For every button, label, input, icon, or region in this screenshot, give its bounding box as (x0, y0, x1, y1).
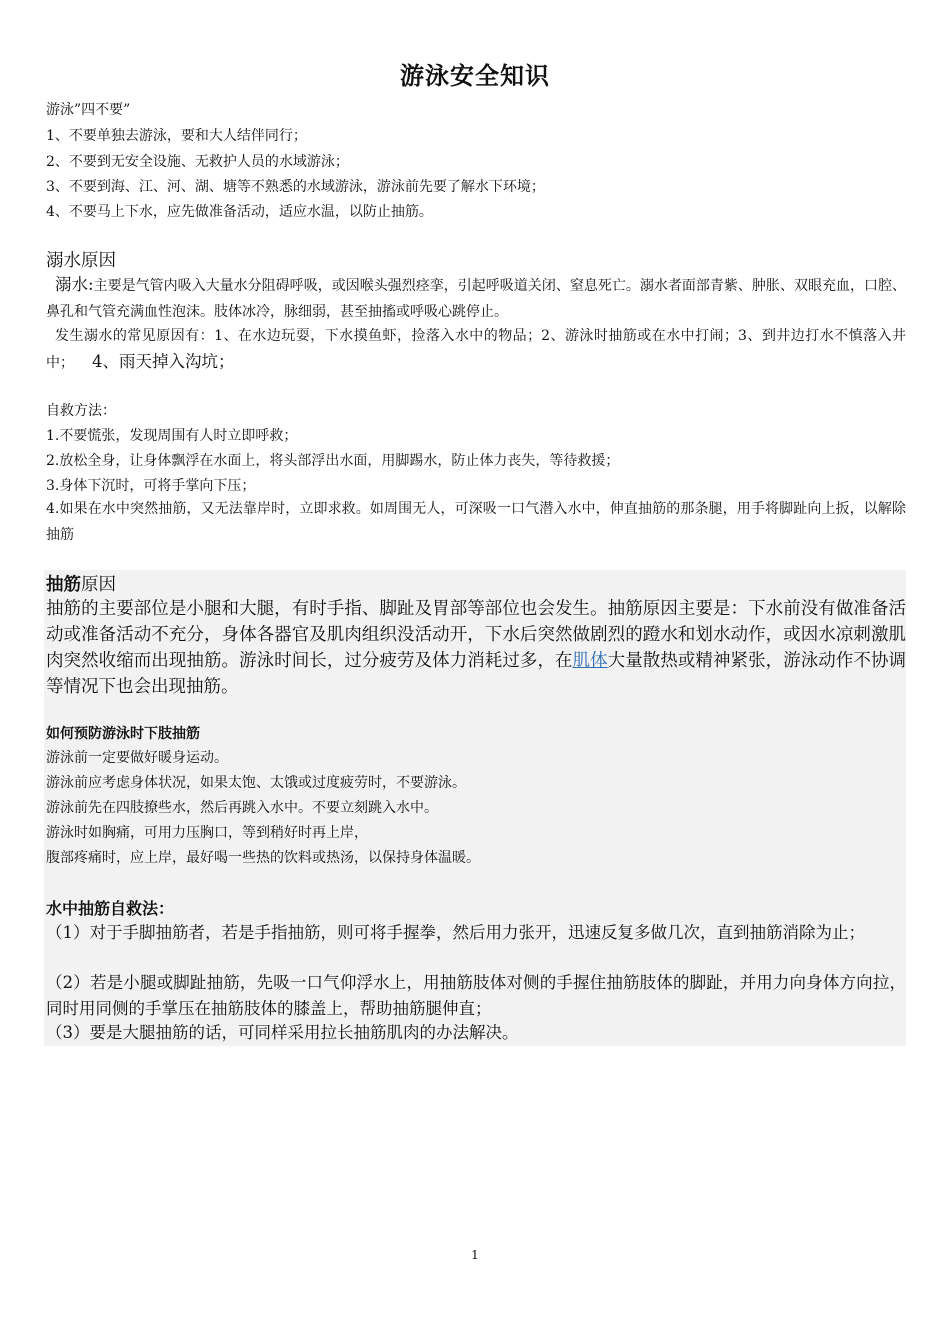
cramp-text-after: 大量散热或精神紧张，游泳动作不协调等情况下也会出现抽筋。 (46, 651, 907, 697)
self-rescue-heading: 自救方法： (46, 403, 116, 419)
list-item: 游泳前先在四肢撩些水，然后再跳入水中。不要立刻跳入水中。 (46, 800, 438, 816)
drowning-heading: 溺水原因 (46, 251, 116, 271)
list-item: 1.不要慌张，发现周围有人时立即呼救； (46, 428, 298, 444)
list-item: 腹部疼痛时，应上岸，最好喝一些热的饮料或热汤，以保持身体温暖。 (46, 850, 480, 866)
list-item: 3、不要到海、江、河、湖、塘等不熟悉的水域游泳，游泳前先要了解水下环境； (46, 179, 545, 195)
list-item: 2、不要到无安全设施、无救护人员的水域游泳； (46, 154, 349, 170)
list-item: 游泳前一定要做好暖身运动。 (46, 750, 228, 766)
page-number: 1 (471, 1248, 479, 1262)
list-item: （1）对于手脚抽筋者，若是手指抽筋，则可将手握拳，然后用力张开，迅速反复多做几次，直到抽筋消除为止； (46, 923, 865, 942)
drowning-definition (46, 272, 906, 325)
list-item: 4.如果在水中突然抽筋，又无法靠岸时，立即求救。如周围无人，可深吸一口气潜入水中，伸直抽筋的那条腿，用手将脚趾向上扳，以解除抽筋 (46, 501, 906, 543)
cramp-heading-bold: 抽筋 (46, 575, 81, 595)
drowning-causes-extra: 4、雨天掉入沟坑； (92, 352, 235, 371)
four-donts-heading: 游泳”四不要” (46, 102, 131, 118)
prevention-heading: 如何预防游泳时下肢抽筋 (46, 726, 200, 742)
list-item: 1、不要单独去游泳，要和大人结伴同行； (46, 128, 307, 144)
drowning-definition-text: 主要是气管内吸入大量水分阻碍呼吸，或因喉头强烈痉挛，引起呼吸道关闭、窒息死亡。溺水者面部青紫、肿胀、双眼充血，口腔、鼻孔和气管充满血性泡沫。肢体冰冷，脉细弱，甚至抽搐或呼吸心跳停止。 (46, 278, 906, 320)
list-item: 2.放松全身，让身体飘浮在水面上，将头部浮出水面，用脚踢水，防止体力丧失，等待救援； (46, 453, 620, 469)
drowning-causes (46, 323, 906, 376)
list-item: （3）要是大腿抽筋的话，可同样采用拉长抽筋肌肉的办法解决。 (46, 1023, 519, 1042)
list-item: 4、不要马上下水，应先做准备活动，适应水温，以防止抽筋。 (46, 204, 433, 220)
drowning-causes-text: 发生溺水的常见原因有：1、在水边玩耍，下水摸鱼虾，捡落入水中的物品；2、游泳时抽筋或在水中打闹；3、到井边打水不慎落入井中； (46, 328, 906, 371)
page-title: 游泳安全知识 (400, 62, 550, 90)
list-item: （2）若是小腿或脚趾抽筋，先吸一口气仰浮水上，用抽筋肢体对侧的手握住抽筋肢体的脚趾，并用力向身体方向拉，同时用同侧的手掌压在抽筋肢体的膝盖上，帮助抽筋腿伸直； (46, 973, 906, 1018)
cramp-heading-rest: 原因 (81, 575, 116, 595)
list-item: 3.身体下沉时，可将手掌向下压； (46, 478, 256, 494)
drowning-label: 溺水: (55, 275, 94, 294)
list-item: 游泳时如胸痛，可用力压胸口，等到稍好时再上岸， (46, 825, 368, 841)
cramp-paragraph (46, 596, 906, 700)
list-item: 游泳前应考虑身体状况，如果太饱、太饿或过度疲劳时，不要游泳。 (46, 775, 466, 791)
muscle-link[interactable]: 肌体 (572, 651, 608, 671)
water-cramp-heading: 水中抽筋自救法： (46, 899, 175, 918)
cramp-text-before: 抽筋的主要部位是小腿和大腿，有时手指、脚趾及胃部等部位也会发生。抽筋原因主要是：下水前没有做准备活动或准备活动不充分，身体各器官及肌肉组织没活动开，下水后突然做剧烈的蹬水和划水动作，或因水凉刺激肌肉突然收缩而出现抽筋。游泳时间长，过分疲劳及体力消耗过多，在 (46, 599, 906, 671)
cramp-heading (46, 574, 116, 596)
